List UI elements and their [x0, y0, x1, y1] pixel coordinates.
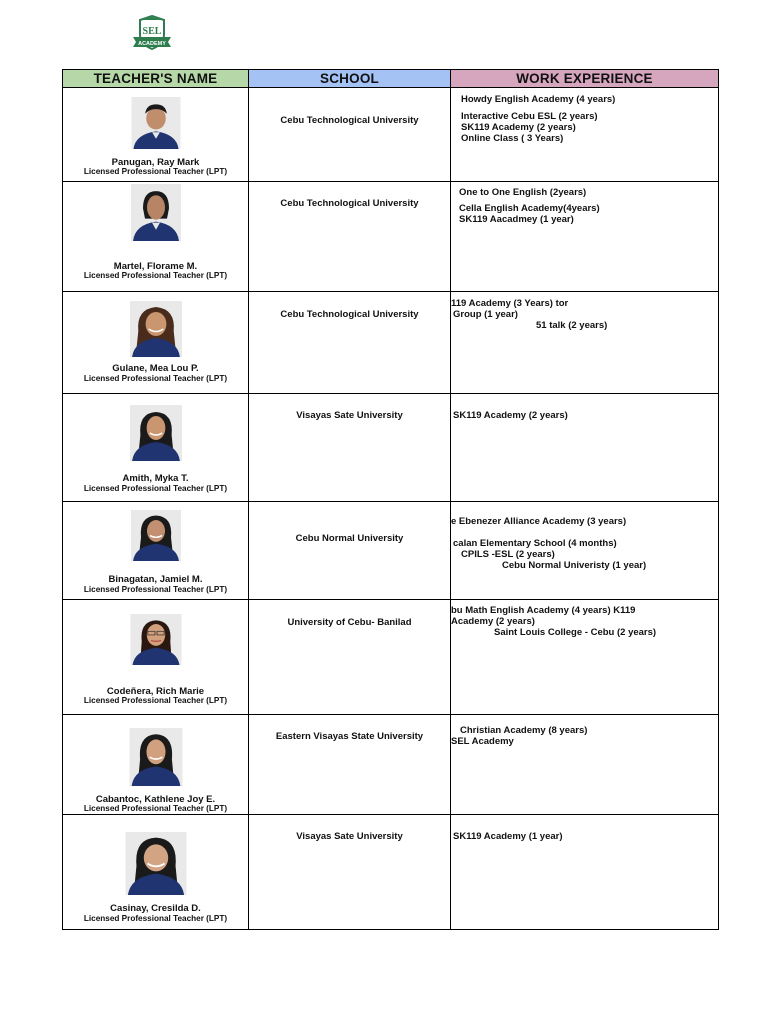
teacher-photo — [131, 97, 180, 149]
school-name: Cebu Technological University — [280, 198, 419, 209]
school-cell — [249, 292, 451, 394]
experience-line: CPILS -ESL (2 years) — [461, 549, 555, 560]
teacher-photo — [130, 405, 182, 461]
experience-line: Academy (2 years) — [451, 616, 535, 627]
teacher-name-cell — [63, 394, 249, 502]
experience-line: SK119 Aacadmey (1 year) — [459, 214, 574, 225]
experience-line: 51 talk (2 years) — [536, 320, 608, 331]
experience-line: bu Math English Academy (4 years) K119 — [451, 605, 636, 616]
license-label: Licensed Professional Teacher (LPT) — [83, 585, 228, 594]
teacher-row — [63, 815, 719, 930]
school-name: Eastern Visayas State University — [275, 731, 424, 742]
teacher-row — [63, 502, 719, 600]
experience-line: SK119 Academy (1 year) — [453, 831, 563, 842]
school-name: Cebu Normal University — [295, 533, 404, 544]
experience-line: 119 Academy (3 Years) tor — [451, 298, 569, 309]
teacher-photo — [130, 301, 182, 357]
work-experience-cell — [451, 182, 719, 292]
license-label: Licensed Professional Teacher (LPT) — [83, 271, 228, 280]
teacher-photo — [130, 614, 181, 665]
school-name: Visayas Sate University — [296, 410, 403, 421]
experience-line: Saint Louis College - Cebu (2 years) — [494, 627, 657, 638]
school-header: SCHOOL — [249, 70, 451, 88]
teacher-name-cell — [63, 182, 249, 292]
school-cell — [249, 182, 451, 292]
experience-line: SK119 Academy (2 years) — [453, 410, 568, 421]
experience-line: Cebu Normal Univeristy (1 year) — [502, 560, 647, 571]
teacher-photo — [131, 510, 181, 561]
teacher-photo — [125, 832, 186, 895]
work-experience-cell — [451, 600, 719, 715]
experience-line: One to One English (2years) — [459, 187, 587, 198]
school-cell — [249, 394, 451, 502]
license-label: Licensed Professional Teacher (LPT) — [83, 167, 228, 176]
teacher-photo — [129, 728, 182, 786]
work-experience-cell — [451, 394, 719, 502]
teacher-row — [63, 292, 719, 394]
sel-academy-logo — [131, 15, 173, 51]
experience-line: Christian Academy (8 years) — [460, 725, 588, 736]
teacher-name: Panugan, Ray Mark — [111, 157, 200, 168]
license-label: Licensed Professional Teacher (LPT) — [83, 804, 228, 813]
experience-line: Interactive Cebu ESL (2 years) — [461, 111, 598, 122]
license-label: Licensed Professional Teacher (LPT) — [83, 914, 228, 923]
teacher-name: Cabantoc, Kathlene Joy E. — [95, 794, 216, 805]
teacher-name-cell — [63, 600, 249, 715]
work-experience-header: WORK EXPERIENCE — [451, 70, 719, 88]
svg-text:ACADEMY: ACADEMY — [138, 41, 166, 47]
teacher-name-header: TEACHER'S NAME — [63, 70, 249, 88]
teacher-name: Casinay, Cresilda D. — [110, 903, 201, 914]
school-cell — [249, 88, 451, 182]
teacher-name-cell — [63, 292, 249, 394]
teacher-photo — [131, 184, 181, 241]
experience-line: Group (1 year) — [453, 309, 518, 320]
table-header-row — [63, 70, 719, 88]
teacher-name-cell — [63, 715, 249, 815]
experience-line: SK119 Academy (2 years) — [461, 122, 576, 133]
experience-line: Howdy English Academy (4 years) — [461, 94, 616, 105]
license-label: Licensed Professional Teacher (LPT) — [83, 484, 228, 493]
school-cell — [249, 715, 451, 815]
experience-line: Cella English Academy(4years) — [459, 203, 600, 214]
teacher-row — [63, 600, 719, 715]
teacher-name-cell — [63, 502, 249, 600]
teacher-name: Martel, Florame M. — [113, 261, 198, 272]
teacher-name-cell — [63, 815, 249, 930]
teacher-name: Amith, Myka T. — [122, 473, 189, 484]
school-cell — [249, 815, 451, 930]
teacher-name-cell — [63, 88, 249, 182]
experience-line: Online Class ( 3 Years) — [461, 133, 564, 144]
teacher-row — [63, 715, 719, 815]
experience-line: SEL Academy — [451, 736, 514, 747]
school-name: Cebu Technological University — [280, 309, 419, 320]
svg-text:SEL: SEL — [142, 26, 162, 37]
teacher-name: Gulane, Mea Lou P. — [112, 363, 199, 374]
work-experience-cell — [451, 815, 719, 930]
school-cell — [249, 502, 451, 600]
teacher-row — [63, 394, 719, 502]
school-name: University of Cebu- Banilad — [287, 617, 412, 628]
teacher-row — [63, 88, 719, 182]
license-label: Licensed Professional Teacher (LPT) — [83, 696, 228, 705]
teacher-row — [63, 182, 719, 292]
license-label: Licensed Professional Teacher (LPT) — [83, 374, 228, 383]
school-name: Cebu Technological University — [280, 115, 419, 126]
school-name: Visayas Sate University — [296, 831, 403, 842]
experience-line: calan Elementary School (4 months) — [453, 538, 617, 549]
teacher-roster-table — [62, 69, 719, 930]
teacher-name: Codeñera, Rich Marie — [106, 686, 205, 697]
work-experience-cell — [451, 88, 719, 182]
experience-line: e Ebenezer Alliance Academy (3 years) — [451, 516, 627, 527]
work-experience-cell — [451, 502, 719, 600]
work-experience-cell — [451, 292, 719, 394]
teacher-name: Binagatan, Jamiel M. — [108, 574, 203, 585]
work-experience-cell — [451, 715, 719, 815]
school-cell — [249, 600, 451, 715]
